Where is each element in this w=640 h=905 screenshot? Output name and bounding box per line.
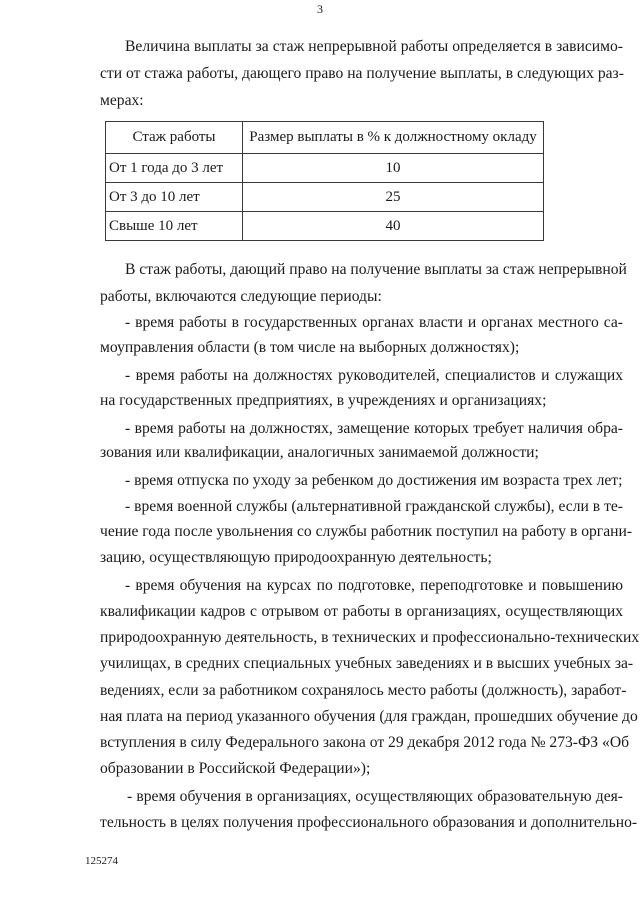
table-row — [106, 154, 544, 183]
body-line: - время обучения в организациях, осуществляющих образовательную дея- — [127, 788, 623, 805]
page-number: 3 — [317, 2, 323, 16]
table-header-experience: Стаж работы — [106, 122, 243, 154]
body-line: чение года после увольнения со службы работник поступил на работу в органи- — [100, 523, 633, 540]
body-line: - время работы в государственных органах власти и органах местного са- — [125, 314, 623, 331]
table-cell-experience: От 3 до 10 лет — [106, 183, 243, 212]
body-line: ведениях, если за работником сохранялось место работы (должность), заработ- — [100, 682, 627, 699]
body-line: тельность в целях получения профессионального образования и дополнительно- — [100, 814, 638, 831]
body-line: училищах, в средних специальных учебных заведениях и в высших учебных за- — [100, 655, 634, 672]
body-line: - время обучения на курсах по подготовке, переподготовке и повышению — [125, 577, 623, 594]
body-line: ная плата на период указанного обучения (для граждан, прошедших обучение до — [100, 708, 638, 725]
body-line: на государственных предприятиях, в учреждениях и организациях; — [100, 392, 547, 409]
body-line: работы, включаются следующие периоды: — [100, 288, 382, 305]
body-line: зования или квалификации, аналогичных занимаемой должности; — [100, 444, 539, 461]
body-line: моуправления области (в том числе на выборных должностях); — [100, 339, 520, 356]
intro-line-3: мерах: — [100, 92, 144, 109]
body-line: вступления в силу Федерального закона от 29 декабря 2012 года № 273-ФЗ «Об — [100, 734, 630, 751]
body-line: квалификации кадров с отрывом от работы в организациях, осуществляющих — [100, 603, 623, 620]
table-header-row — [106, 122, 544, 154]
body-line: В стаж работы, дающий право на получение выплаты за стаж непрерывной — [125, 261, 627, 278]
body-line: - время работы на должностях руководителей, специалистов и служащих — [125, 367, 623, 384]
intro-line-1: Величина выплаты за стаж непрерывной работы определяется в зависимо- — [125, 38, 623, 55]
payment-table — [105, 121, 544, 241]
body-line: - время отпуска по уходу за ребенком до достижения им возраста трех лет; — [125, 472, 623, 489]
body-line: - время работы на должностях, замещение которых требует наличия обра- — [125, 420, 623, 437]
document-id: 125274 — [85, 855, 118, 867]
table-row — [106, 183, 544, 212]
table-cell-percent: 40 — [243, 212, 544, 241]
table-row — [106, 212, 544, 241]
intro-line-2: сти от стажа работы, дающего право на получение выплаты, в следующих раз- — [100, 65, 624, 82]
body-line: - время военной службы (альтернативной гражданской службы), если в те- — [125, 498, 623, 515]
table-cell-percent: 10 — [243, 154, 544, 183]
body-line: зацию, осуществляющую природоохранную деятельность; — [100, 549, 492, 566]
body-line: образовании в Российской Федерации»); — [100, 760, 371, 777]
body-line: природоохранную деятельность, в технических и профессионально-технических — [100, 629, 640, 646]
table-cell-experience: Свыше 10 лет — [106, 212, 243, 241]
table-cell-percent: 25 — [243, 183, 544, 212]
table-cell-experience: От 1 года до 3 лет — [106, 154, 243, 183]
table-header-percent: Размер выплаты в % к должностному окладу — [243, 122, 544, 154]
